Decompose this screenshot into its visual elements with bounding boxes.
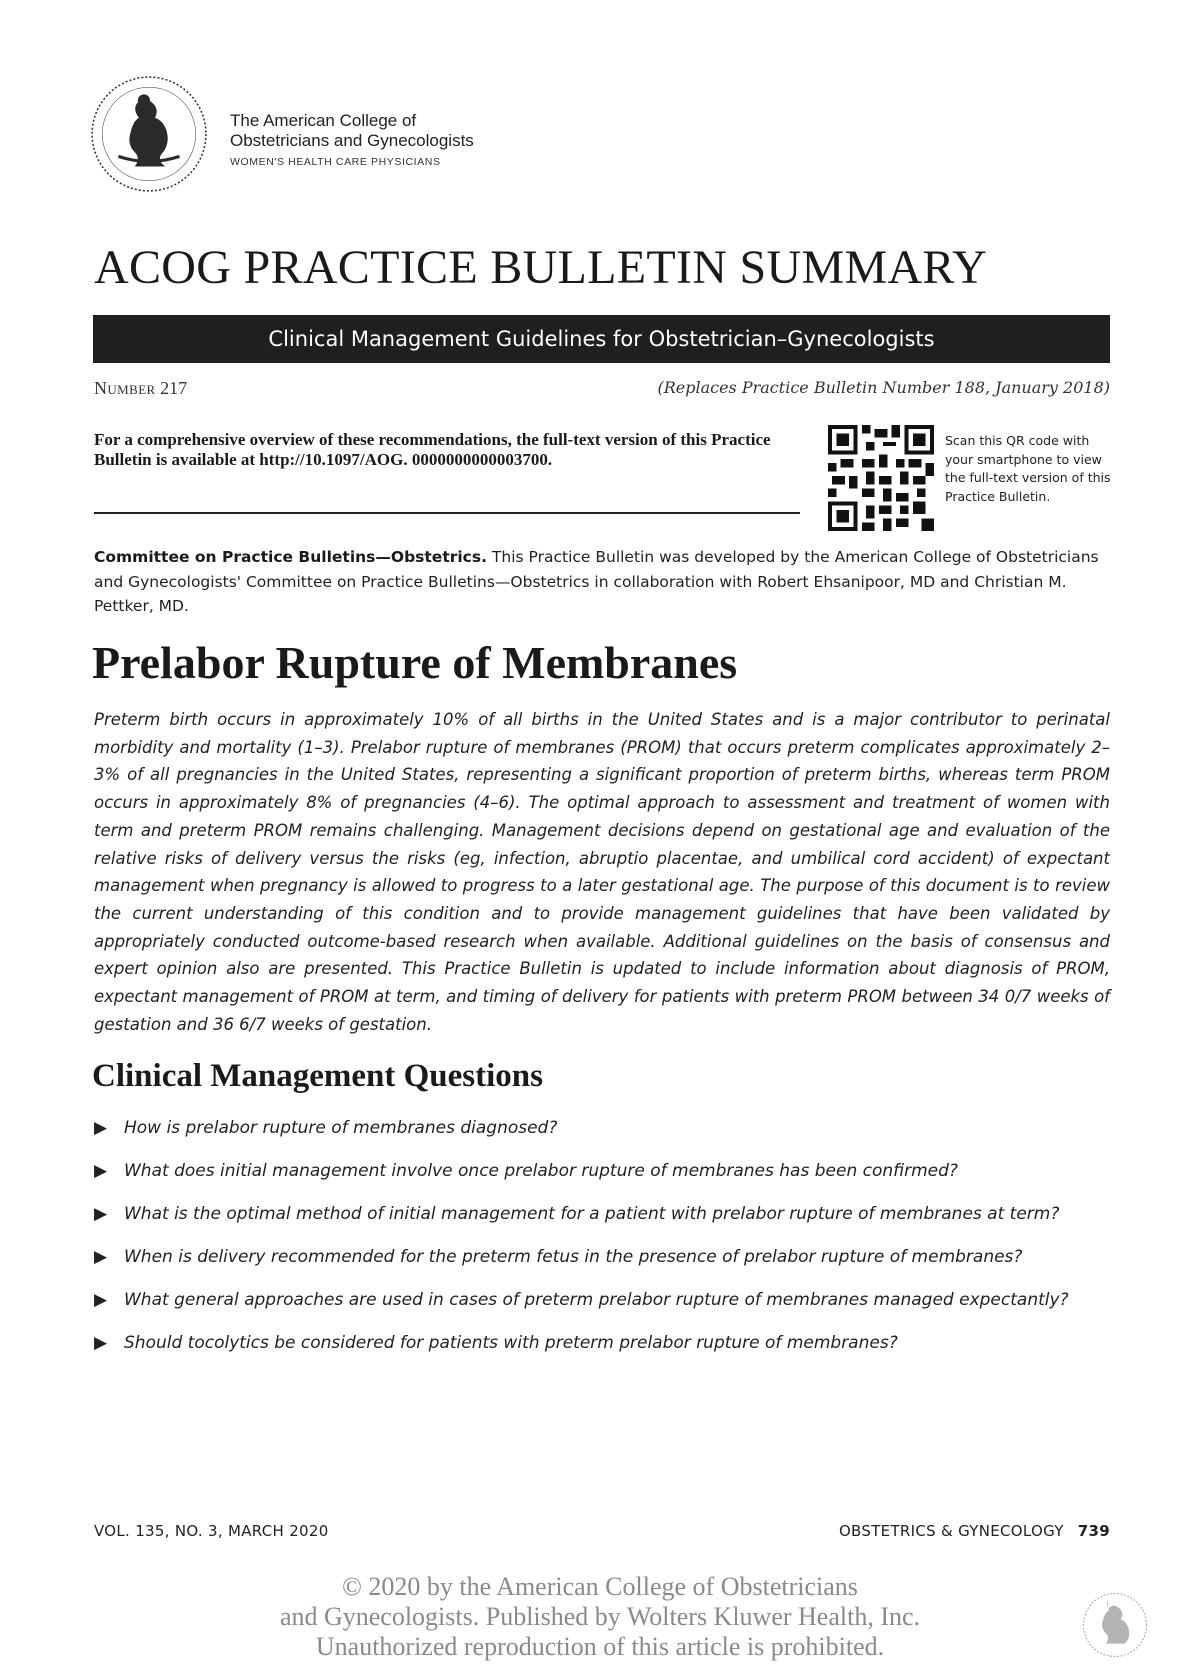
divider — [94, 512, 800, 514]
questions-heading: Clinical Management Questions — [92, 1058, 543, 1094]
committee-name: Committee on Practice Bulletins—Obstetrics. — [94, 548, 487, 566]
arrow-right-icon: ▶ — [94, 1290, 108, 1310]
arrow-right-icon: ▶ — [94, 1247, 108, 1267]
footer-journal — [730, 1522, 1110, 1540]
banner-subtitle: Clinical Management Guidelines for Obstetrician–Gynecologists — [93, 315, 1110, 363]
org-name-line1: The American College of — [230, 111, 417, 130]
article-title: Prelabor Rupture of Membranes — [92, 637, 738, 688]
question-item[interactable] — [94, 1158, 1110, 1185]
copyright-notice — [150, 1572, 1050, 1662]
acog-seal-logo — [88, 73, 210, 195]
org-name-line2: Obstetricians and Gynecologists — [230, 131, 474, 150]
document-title: ACOG PRACTICE BULLETIN SUMMARY — [94, 241, 988, 294]
question-item[interactable] — [94, 1244, 1110, 1271]
question-item[interactable] — [94, 1330, 1110, 1357]
footer-volume: VOL. 135, NO. 3, MARCH 2020 — [94, 1522, 329, 1540]
arrow-right-icon: ▶ — [94, 1333, 108, 1353]
org-tagline: WOMEN'S HEALTH CARE PHYSICIANS — [230, 156, 441, 168]
arrow-right-icon: ▶ — [94, 1118, 108, 1138]
abstract-paragraph: Preterm birth occurs in approximately 10% of all births in the United States and is a major contributor to perinatal morbidity and mortality (1–3). Prelabor rupture of membranes (PROM) that occurs preterm complicates approximately 2–3% of all pregnancies in the United States, representing a significant proportion of preterm births, whereas term PROM occurs in approximately 8% of pregnancies (4–6). The optimal approach to assessment and treatment of women with term and preterm PROM remains challenging. Management decisions depend on gestational age and evaluation of the relative risks of delivery versus the risks (eg, infection, abruptio placentae, and umbilical cord accident) of expectant management when pregnancy is allowed to progress to a later gestational age. The purpose of this document is to review the current understanding of this condition and to provide management guidelines that have been validated by appropriately conducted outcome-based research when available. Additional guidelines on the basis of consensus and expert opinion also are presented. This Practice Bulletin is updated to include information about diagnosis of PROM, expectant management of PROM at term, and timing of delivery for patients with preterm PROM between 34 0/7 weeks of gestation and 36 6/7 weeks of gestation. — [94, 710, 1110, 1034]
question-text: What general approaches are used in cases of preterm prelabor rupture of membranes managed expectantly? — [124, 1290, 1069, 1310]
questions-list — [94, 1115, 1110, 1373]
bulletin-number — [94, 378, 187, 399]
number-value: 217 — [160, 378, 188, 398]
committee-text: This Practice Bulletin was developed by the American College of Obstetricians and Gynecologists' Committee on Practice Bulletins—Obstetrics in collaboration with Robert Ehsanipoor, MD and Christian M. Pettker, MD. — [94, 548, 1099, 615]
journal-name: OBSTETRICS & GYNECOLOGY — [838, 1522, 1064, 1540]
qr-instructions: Scan this QR code with your smartphone to view the full-text version of this Practice Bulletin. — [945, 433, 1111, 504]
question-item[interactable] — [94, 1287, 1110, 1314]
number-label: Number — [94, 378, 156, 398]
organization-name — [230, 111, 474, 172]
question-text: When is delivery recommended for the preterm fetus in the presence of prelabor rupture of membranes? — [124, 1247, 1023, 1267]
question-text: What does initial management involve once prelabor rupture of membranes has been confirmed? — [124, 1161, 958, 1181]
copyright-line3: Unauthorized reproduction of this article is prohibited. — [315, 1632, 885, 1661]
question-item[interactable] — [94, 1115, 1110, 1142]
copyright-line1: © 2020 by the American College of Obstetricians — [342, 1572, 858, 1601]
page-number: 739 — [1077, 1522, 1110, 1540]
replaces-note: (Replaces Practice Bulletin Number 188, January 2018) — [657, 378, 1110, 397]
arrow-right-icon: ▶ — [94, 1161, 108, 1181]
publisher-seal-logo — [1080, 1590, 1150, 1660]
question-text: How is prelabor rupture of membranes diagnosed? — [124, 1118, 558, 1138]
committee-statement — [94, 545, 1114, 619]
question-text: Should tocolytics be considered for patients with preterm prelabor rupture of membranes? — [124, 1333, 898, 1353]
copyright-line2: and Gynecologists. Published by Wolters Kluwer Health, Inc. — [279, 1602, 921, 1631]
question-text: What is the optimal method of initial management for a patient with prelabor rupture of membranes at term? — [124, 1204, 1060, 1224]
full-text-overview: For a comprehensive overview of these recommendations, the full-text version of this Practice Bulletin is available at http://10.1097/AOG. 0000000000003700. — [94, 430, 771, 469]
qr-code-icon[interactable] — [828, 425, 934, 531]
question-item[interactable] — [94, 1201, 1110, 1228]
arrow-right-icon: ▶ — [94, 1204, 108, 1224]
